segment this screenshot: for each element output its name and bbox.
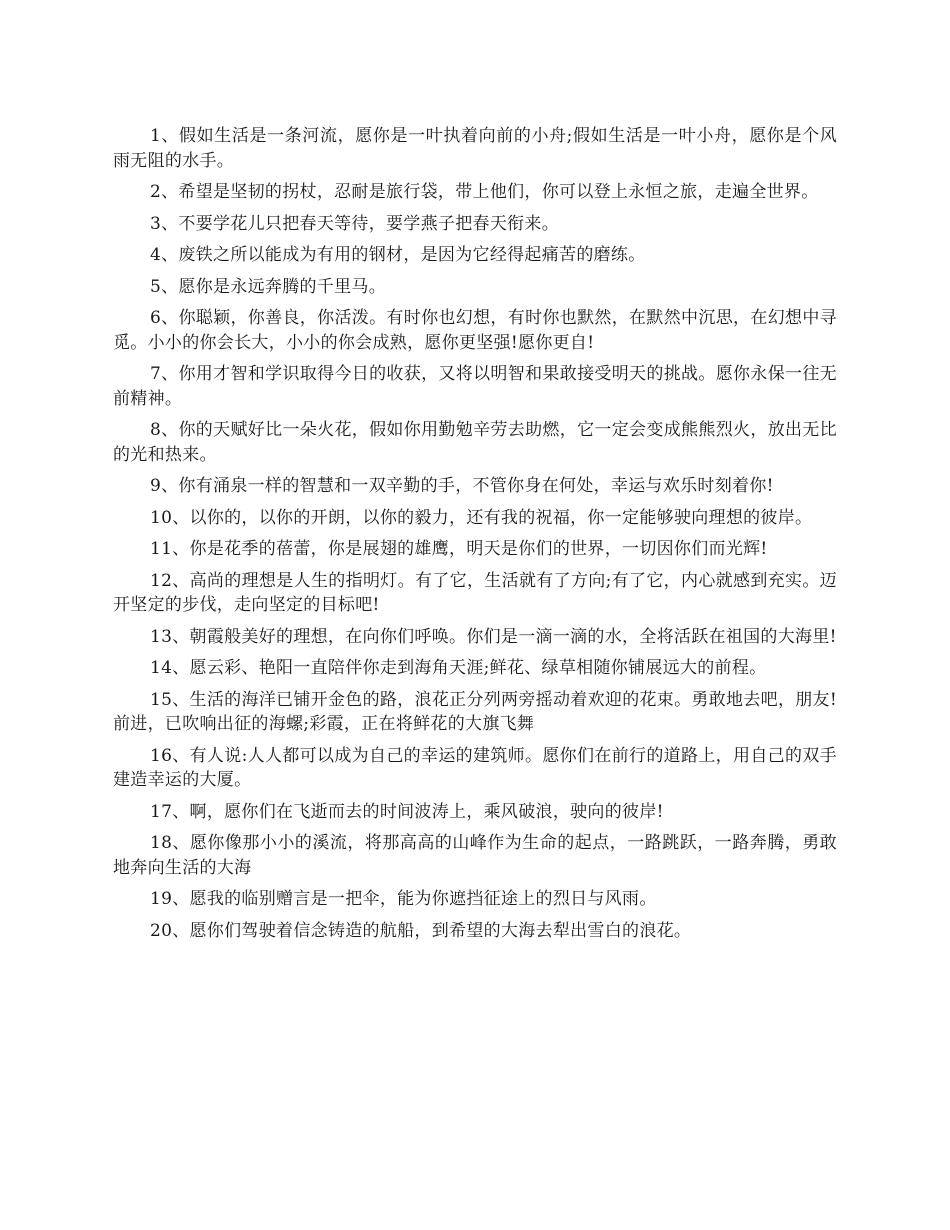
paragraph-1: 1、假如生活是一条河流，愿你是一叶执着向前的小舟;假如生活是一叶小舟，愿你是个风雨无阻的水手。 — [113, 126, 837, 171]
paragraph-8: 8、你的天赋好比一朵火花，假如你用勤勉辛劳去助燃，它一定会变成熊熊烈火，放出无比的光和热来。 — [113, 420, 837, 465]
paragraph-2: 2、希望是坚韧的拐杖，忍耐是旅行袋，带上他们，你可以登上永恒之旅，走遍全世界。 — [150, 182, 819, 202]
paragraph-10: 10、以你的，以你的开朗，以你的毅力，还有我的祝福，你一定能够驶向理想的彼岸。 — [150, 507, 813, 528]
paragraph-3: 3、不要学花儿只把春天等待，要学燕子把春天衔来。 — [150, 213, 560, 234]
paragraph-20: 20、愿你们驾驶着信念铸造的航船，到希望的大海去犁出雪白的浪花。 — [150, 920, 692, 941]
paragraph-6: 6、你聪颖，你善良，你活泼。有时你也幻想，有时你也默然，在默然中沉思，在幻想中寻觅。小小的你会长大，小小的你会成熟，愿你更坚强!愿你更自! — [113, 308, 837, 353]
paragraph-5: 5、愿你是永远奔腾的千里马。 — [150, 276, 387, 297]
paragraph-14: 14、愿云彩、艳阳一直陪伴你走到海角天涯;鲜花、绿草相随你铺展远大的前程。 — [150, 658, 767, 678]
paragraph-9: 9、你有涌泉一样的智慧和一双辛勤的手，不管你身在何处，幸运与欢乐时刻着你! — [150, 476, 774, 496]
document-body — [113, 124, 837, 950]
paragraph-15: 15、生活的海洋已铺开金色的路，浪花正分列两旁摇动着欢迎的花束。勇敢地去吧，朋友!前进，已吹响出征的海螺;彩霞，正在将鲜花的大旗飞舞 — [113, 689, 837, 734]
paragraph-11: 11、你是花季的蓓蕾，你是展翅的雄鹰，明天是你们的世界，一切因你们而光辉! — [150, 539, 768, 559]
paragraph-19: 19、愿我的临别赠言是一把伞，能为你遮挡征途上的烈日与风雨。 — [150, 889, 657, 909]
paragraph-7: 7、你用才智和学识取得今日的收获，又将以明智和果敢接受明天的挑战。愿你永保一往无前精神。 — [113, 364, 837, 409]
paragraph-17: 17、啊，愿你们在飞逝而去的时间波涛上，乘风破浪，驶向的彼岸! — [150, 801, 664, 822]
paragraph-13: 13、朝霞般美好的理想，在向你们呼唤。你们是一滴一滴的水，全将活跃在祖国的大海里! — [150, 626, 837, 647]
paragraph-4: 4、废铁之所以能成为有用的钢材，是因为它经得起痛苦的磨练。 — [150, 245, 646, 265]
paragraph-18: 18、愿你像那小小的溪流，将那高高的山峰作为生命的起点，一路跳跃，一路奔腾，勇敢地奔向生活的大海 — [113, 833, 837, 878]
paragraph-16: 16、有人说:人人都可以成为自己的幸运的建筑师。愿你们在前行的道路上，用自己的双手建造幸运的大厦。 — [113, 745, 837, 790]
paragraph-12: 12、高尚的理想是人生的指明灯。有了它，生活就有了方向;有了它，内心就感到充实。迈开坚定的步伐，走向坚定的目标吧! — [113, 570, 837, 615]
